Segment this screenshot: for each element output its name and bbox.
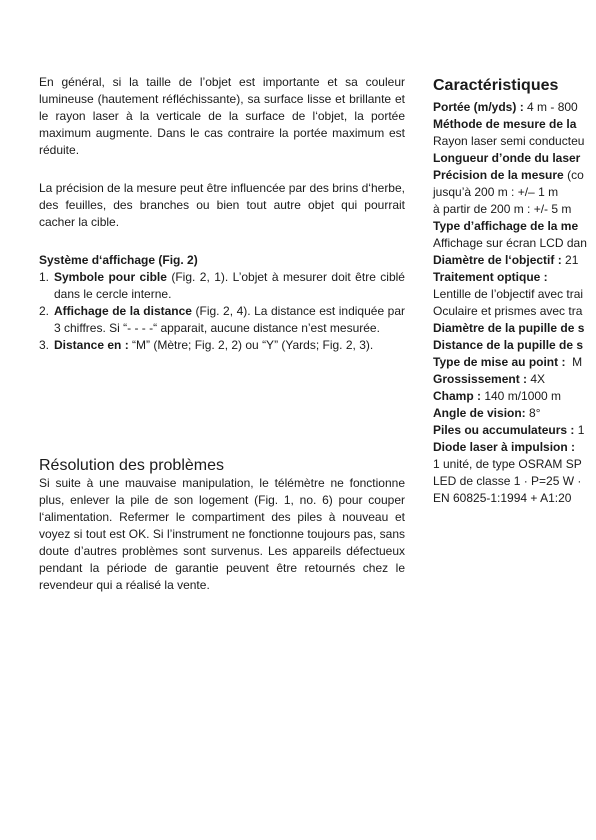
spec-line [433,371,596,388]
spec-value: (co [563,168,584,182]
spec-value: 4 m - 800 [523,100,578,114]
range-paragraph: En général, si la taille de l’objet est importante et sa couleur lumineuse (hautement réfléchissante), sa surface lisse et brillante et le rayon laser à la verticale de la surface de l‘objet, la portée maximum augmente. Dans le cas contraire la portée maximum est réduite. [39,75,405,157]
spec-label: Précision de la mesure [433,168,564,182]
spec-line [433,184,596,201]
spec-value: EN 60825-1:1994 + A1:20 [433,491,572,505]
list-item [39,337,405,354]
spec-line [433,473,596,490]
spec-line [433,405,596,422]
spec-line [433,320,596,337]
display-system-heading: Système d‘affichage (Fig. 2) [39,253,198,267]
spec-value: Rayon laser semi conducteu [433,134,585,148]
spec-label: Longueur d’onde du laser [433,151,581,165]
spec-value: 4X [527,372,546,386]
spec-line [433,439,596,456]
spec-value: LED de classe 1 · P=25 W · [433,474,582,488]
display-system-list [39,269,405,354]
troubleshooting-title: Résolution des problèmes [39,457,224,474]
spec-value: Oculaire et prismes avec tra [433,304,583,318]
spec-value: 1 unité, de type OSRAM SP [433,457,582,471]
list-item [39,303,405,337]
spec-label: Type d’affichage de la me [433,219,579,233]
spec-label: Diamètre de l‘objectif : [433,253,562,267]
spec-line [433,303,596,320]
spec-label: Grossissement : [433,372,528,386]
left-column [39,74,406,592]
spec-line [433,150,596,167]
spec-label: Diode laser à impulsion : [433,440,576,454]
list-item-text: (Fig. 2, 1). L’objet à mesurer doit être ciblé dans le cercle interne. [54,270,405,301]
spec-label: Distance de la pupille de s [433,338,584,352]
spec-line [433,422,596,439]
spec-line [433,490,596,507]
spec-label: Champ : [433,389,481,403]
spec-line [433,456,596,473]
specifications-list [433,99,596,507]
spec-line [433,116,596,133]
spec-line [433,201,596,218]
spec-line [433,235,596,252]
spec-value: à partir de 200 m : +/- 5 m [433,202,572,216]
spec-value: Affichage sur écran LCD dan [433,236,587,250]
spec-label: Méthode de mesure de la [433,117,577,131]
list-item-label: Distance en : [54,338,129,352]
spec-line [433,388,596,405]
spec-label: Traitement optique : [433,270,548,284]
spec-value: 1 [574,423,585,437]
list-item-text: (Fig. 2, 4). La distance est indiquée par 3 chiffres. Si “- - - -“ apparait, aucune distance n’est mesurée. [54,304,406,335]
spec-label: Type de mise au point : [433,355,566,369]
spec-label: Piles ou accumulateurs : [433,423,575,437]
list-item-number: 2. [39,304,50,318]
right-column [433,76,596,507]
list-item [39,269,405,303]
list-item-number: 3. [39,338,50,352]
spec-line [433,252,596,269]
spec-label: Angle de vision: [433,406,526,420]
list-item-text: “M” (Mètre; Fig. 2, 2) ou “Y” (Yards; Fig. 2, 3). [128,338,374,352]
list-item-label: Symbole pour cible [54,270,167,284]
spec-line [433,133,596,150]
spec-line [433,337,596,354]
spec-line [433,269,596,286]
specifications-title: Caractéristiques [433,77,559,94]
spec-line [433,99,596,116]
spec-line [433,354,596,371]
troubleshooting-paragraph: Si suite à une mauvaise manipulation, le télémètre ne fonctionne plus, enlever la pile de son logement (Fig. 1, no. 6) pour couper l‘alimentation. Refermer le compartiment des piles à nouveau et voyez si tout est OK. Si l’instrument ne fonctionne toujours pas, sans doute d’autres problèmes sont survenus. Les appareils défectueux pendant la période de garantie peuvent être retournés chez le revendeur qui a réalisé la vente. [39,476,405,592]
list-item-number: 1. [39,270,50,284]
spec-value: Lentille de l’objectif avec trai [433,287,584,301]
list-item-label: Affichage de la distance [54,304,192,318]
spec-line [433,218,596,235]
precision-paragraph: La précision de la mesure peut être influencée par des brins d‘herbe, des feuilles, des branches ou bien tout autre objet qui pourrait cacher la cible. [39,181,405,229]
spec-line [433,286,596,303]
spec-line [433,167,596,184]
spec-value: jusqu’à 200 m : +/– 1 m [433,185,559,199]
spec-value: M [565,355,583,369]
spec-label: Diamètre de la pupille de s [433,321,585,335]
spec-value: 8° [525,406,541,420]
spec-value: 140 m/1000 m [481,389,562,403]
spec-value: 21 [561,253,579,267]
spec-label: Portée (m/yds) : [433,100,524,114]
